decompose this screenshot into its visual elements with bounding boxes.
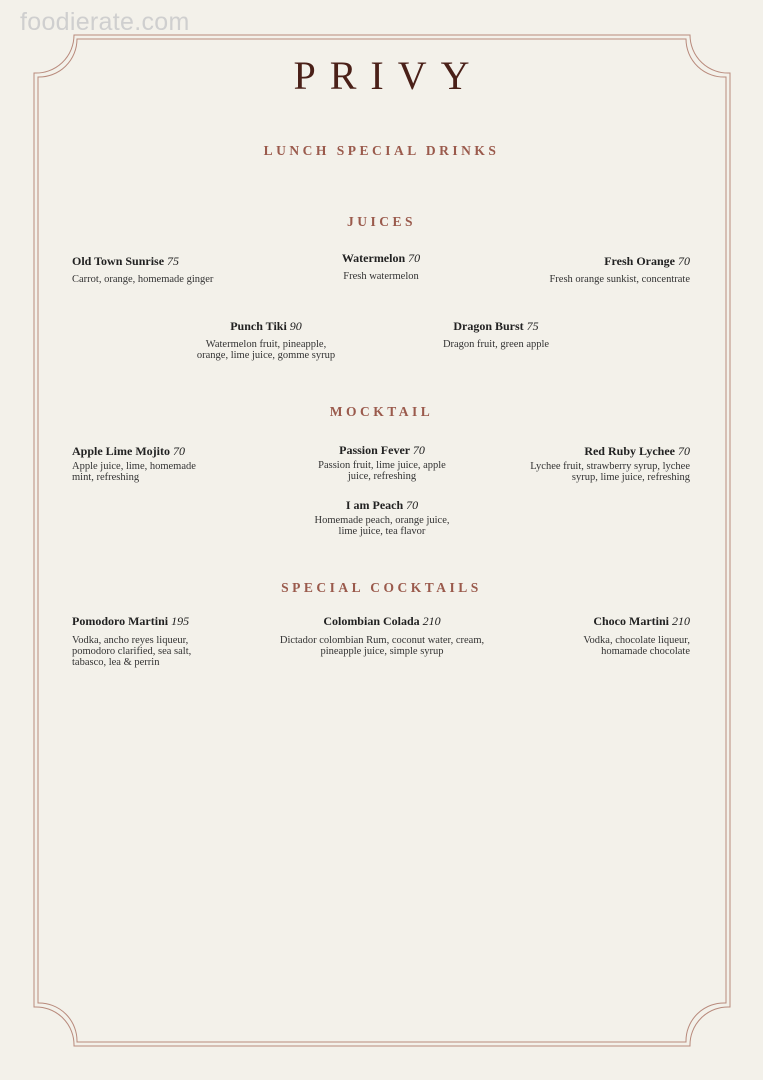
item-description-line: syrup, lime juice, refreshing xyxy=(571,472,690,483)
item-description-line: mint, refreshing xyxy=(72,472,140,483)
item-price: 90 xyxy=(289,319,302,333)
item-name: Pomodoro Martini xyxy=(72,614,169,628)
menu-title: LUNCH SPECIAL DRINKS xyxy=(263,143,500,158)
item-description-line: pomodoro clarified, sea salt, xyxy=(72,646,192,657)
item-price: 70 xyxy=(406,498,419,512)
item-name: Fresh Orange xyxy=(604,254,675,268)
menu-item xyxy=(530,446,690,483)
section-heading-mocktail: MOCKTAIL xyxy=(329,404,434,419)
menu-item xyxy=(549,256,690,285)
item-name: Watermelon xyxy=(341,251,406,265)
item-price: 195 xyxy=(171,614,190,628)
item-description: Carrot, orange, homemade ginger xyxy=(72,274,214,285)
item-description: Fresh watermelon xyxy=(343,271,419,282)
item-price: 75 xyxy=(167,254,180,268)
item-description: Dragon fruit, green apple xyxy=(442,339,550,350)
item-name: Dragon Burst xyxy=(453,319,524,333)
item-price: 70 xyxy=(678,444,690,458)
item-name-line xyxy=(72,616,191,627)
menu-item xyxy=(272,500,492,537)
item-description-line: juice, refreshing xyxy=(347,471,417,482)
item-name-line xyxy=(166,321,366,332)
item-price: 70 xyxy=(412,443,425,457)
item-description-line: Passion fruit, lime juice, apple xyxy=(318,460,446,471)
item-description: Fresh orange sunkist, concentrate xyxy=(549,274,690,285)
menu-item xyxy=(396,321,596,350)
item-description-line: Homemade peach, orange juice, xyxy=(314,515,450,526)
item-name-line xyxy=(530,446,690,457)
item-description-line: Watermelon fruit, pineapple, xyxy=(205,339,327,350)
section-heading-juices: JUICES xyxy=(346,214,416,229)
item-price: 70 xyxy=(408,251,421,265)
item-name-line xyxy=(549,256,690,267)
item-description-line: Apple juice, lime, homemade xyxy=(72,461,196,472)
item-price: 70 xyxy=(678,254,690,268)
item-price: 70 xyxy=(173,444,185,458)
menu-item xyxy=(72,616,191,668)
item-description-line: lime juice, tea flavor xyxy=(338,526,426,537)
section-heading-cocktails: SPECIAL COCKTAILS xyxy=(281,580,482,595)
item-name-line xyxy=(72,256,213,267)
menu-item xyxy=(252,616,512,657)
item-name-line xyxy=(281,253,481,264)
item-name: Passion Fever xyxy=(339,443,410,457)
item-name-line xyxy=(272,445,492,456)
item-description-line: Lychee fruit, strawberry syrup, lychee xyxy=(530,461,690,472)
item-price: 210 xyxy=(672,614,690,628)
restaurant-logo: PRIVY xyxy=(293,53,484,98)
menu-item xyxy=(166,321,366,361)
menu-item xyxy=(583,616,690,657)
item-name: Red Ruby Lychee xyxy=(584,444,675,458)
item-price: 75 xyxy=(526,319,539,333)
item-description-line: Dictador colombian Rum, coconut water, cream, xyxy=(279,635,485,646)
item-name: I am Peach xyxy=(345,498,404,512)
item-description-line: homamade chocolate xyxy=(601,646,690,657)
item-name-line xyxy=(252,616,512,627)
item-name: Colombian Colada xyxy=(323,614,420,628)
item-name: Punch Tiki xyxy=(230,319,287,333)
item-description-line: tabasco, lea & perrin xyxy=(72,657,160,668)
item-name: Choco Martini xyxy=(593,614,669,628)
item-name-line xyxy=(272,500,492,511)
item-description-line: pineapple juice, simple syrup xyxy=(320,646,444,657)
item-name: Apple Lime Mojito xyxy=(72,444,170,458)
menu-item xyxy=(281,253,481,282)
item-name: Old Town Sunrise xyxy=(72,254,165,268)
item-name-line xyxy=(396,321,596,332)
item-price: 210 xyxy=(422,614,441,628)
item-name-line xyxy=(583,616,690,627)
item-description-line: orange, lime juice, gomme syrup xyxy=(196,350,336,361)
item-description-line: Vodka, chocolate liqueur, xyxy=(583,635,690,646)
menu-item xyxy=(272,445,492,482)
menu-item xyxy=(72,446,196,483)
item-name-line xyxy=(72,446,196,457)
item-description-line: Vodka, ancho reyes liqueur, xyxy=(72,635,189,646)
menu-item xyxy=(72,256,213,285)
watermark: foodierate.com xyxy=(20,8,190,36)
